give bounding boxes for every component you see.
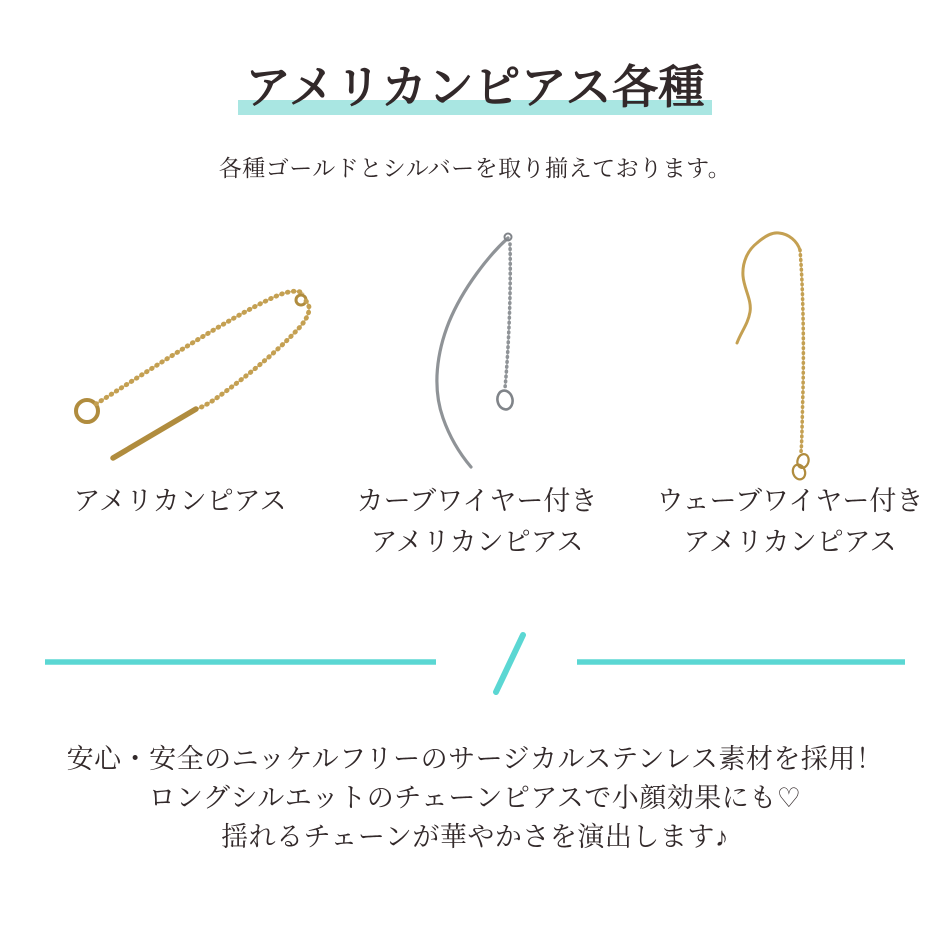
page-title-text: アメリカンピアス各種	[245, 61, 705, 113]
gold-ear-post-pin	[113, 409, 196, 458]
product-label-american-pierce	[30, 481, 330, 522]
page-subtitle: 各種ゴールドとシルバーを取り揃えております。	[218, 155, 732, 181]
silver-chain-links	[505, 244, 510, 388]
divider-slash	[496, 635, 523, 692]
gold-chain-upper	[96, 291, 304, 404]
gold-chain-upper-links	[96, 291, 304, 404]
product-label-line: アメリカンピアス	[73, 486, 287, 516]
silver-end-ring	[496, 389, 515, 411]
gold-chain-lower-links	[197, 301, 309, 409]
gold-chain-lower	[197, 301, 309, 409]
product-label-curve-wire	[332, 481, 622, 563]
product-label-line: カーブワイヤー付き	[356, 486, 598, 516]
silver-curve-wire	[437, 238, 508, 467]
description-line: ロングシルエットのチェーンピアスで小顔効果にも♡	[148, 783, 802, 813]
gold-end-ring-lower	[791, 463, 807, 481]
product-image-american-pierce	[40, 235, 340, 480]
product-label-line: アメリカンピアス	[370, 527, 584, 557]
description-line: 揺れるチェーンが華やかさを演出します♪	[221, 822, 729, 852]
gold-wave-wire-hook	[737, 233, 800, 343]
product-description	[0, 740, 950, 857]
product-label-line: アメリカンピアス	[683, 527, 897, 557]
product-label-wave-wire	[640, 481, 940, 563]
description-line: 安心・安全のニッケルフリーのサージカルステンレス素材を採用！	[66, 744, 884, 774]
page-title-inner	[245, 58, 705, 117]
product-image-curve-wire	[420, 228, 532, 480]
product-image-wave-wire	[728, 225, 823, 487]
page-title	[0, 58, 950, 117]
section-divider	[0, 618, 950, 710]
product-label-line: ウェーブワイヤー付き	[656, 486, 924, 516]
